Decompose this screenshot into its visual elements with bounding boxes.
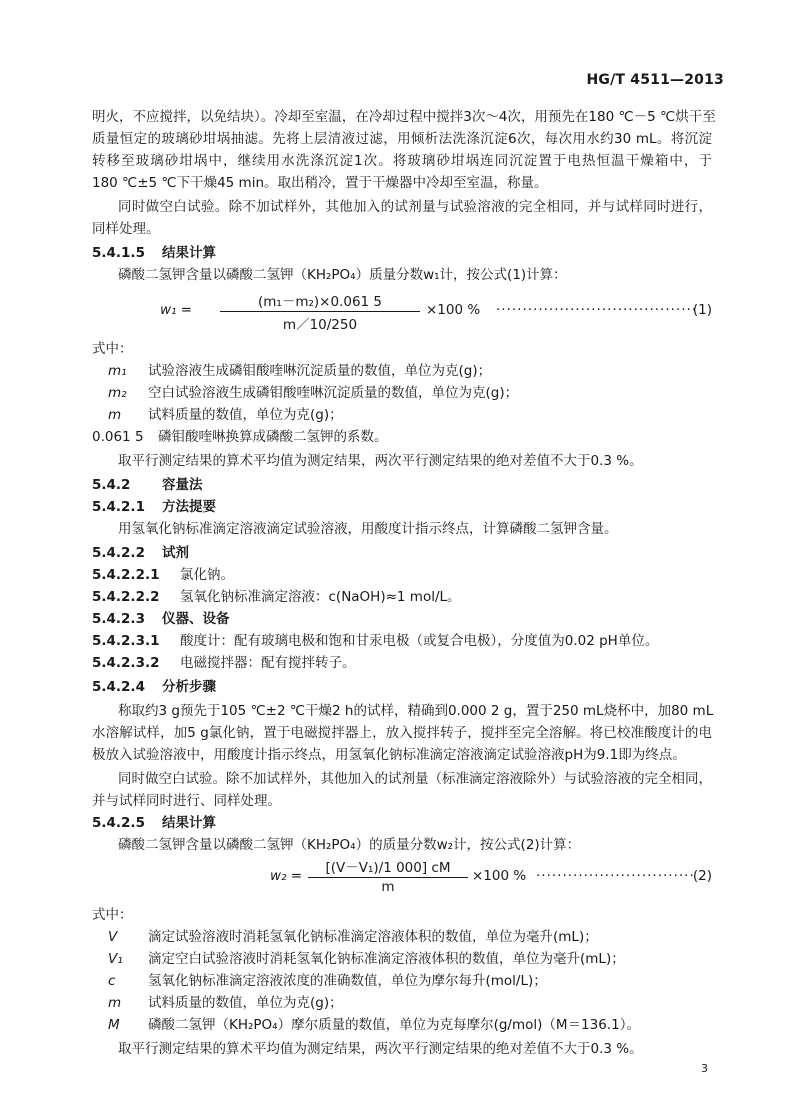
section-heading-5-4-2-3: 5.4.2.3 仪器、设备 (92, 611, 230, 627)
formula-multiplier: ×100 % (426, 302, 481, 318)
intro-line-2: 质量恒定的玻璃砂坩埚抽滤。先将上层清液过滤，用倾析法洗涤沉淀6次，每次用水约30 mL。将沉淀 (92, 131, 712, 147)
section-number: 5.4.1.5 (92, 245, 145, 261)
blank-test-line-2: 同样处理。 (92, 221, 160, 237)
definition-m2: m₂ 空白试验溶液生成磷钼酸喹啉沉淀质量的数值，单位为克(g)； (108, 385, 519, 401)
procedure-line-2: 水溶解试样，加5 g氯化钠，置于电磁搅拌器上，放入搅拌转子，搅拌至完全溶解。将已校准酸度计的电 (92, 725, 712, 741)
method-summary: 用氢氧化钠标准滴定溶液滴定试验溶液，用酸度计指示终点，计算磷酸二氢钾含量。 (118, 521, 618, 537)
result-statement-1: 取平行测定结果的算术平均值为测定结果，两次平行测定结果的绝对差值不大于0.3 %。 (118, 453, 643, 469)
formula-1 (160, 290, 712, 333)
formula-number: (1) (692, 302, 712, 318)
intro-line-1: 明火，不应搅拌，以免结块）。冷却至室温，在冷却过程中搅拌3次～4次，用预先在180 ℃－5 ℃烘干至 (92, 109, 716, 125)
definition-V1: V₁ 滴定空白试验溶液时消耗氢氧化钠标准滴定溶液体积的数值，单位为毫升(mL)； (108, 951, 625, 967)
procedure-blank-2: 并与试样同时进行、同样处理。 (92, 793, 281, 809)
intro-line-4: 180 ℃±5 ℃下干燥45 min。取出稍冷，置于干燥器中冷却至室温，称量。 (92, 175, 548, 191)
section-title: 结果计算 (162, 245, 216, 261)
section-heading-5-4-2-4: 5.4.2.4 分析步骤 (92, 679, 216, 695)
procedure-line-1: 称取约3 g预先于105 ℃±2 ℃干燥2 h的试样，精确到0.000 2 g，置于250 mL烧杯中，加80 mL (118, 703, 714, 719)
where-label-2: 式中： (92, 907, 133, 923)
intro-line-3: 转移至玻璃砂坩埚中，继续用水洗涤沉淀1次。将玻璃砂坩埚连同沉淀置于电热恒温干燥箱中，于 (92, 153, 712, 169)
formula-lhs: w₂ = (270, 868, 303, 884)
reagent-item-2: 5.4.2.2.2 氢氧化钠标准滴定溶液：c(NaOH)≈1 mol/L。 (92, 589, 461, 605)
formula-fraction (220, 290, 420, 333)
definition-m: m 试料质量的数值，单位为克(g)； (108, 407, 343, 423)
apparatus-item-1: 5.4.2.3.1 酸度计：配有玻璃电极和饱和甘汞电极（或复合电极），分度值为0.02 pH单位。 (92, 633, 659, 649)
definition-V: V 滴定试验溶液时消耗氢氧化钠标准滴定溶液体积的数值，单位为毫升(mL)； (108, 929, 598, 945)
fraction-bar (220, 311, 420, 312)
fraction-bar (308, 877, 468, 878)
formula-fraction (308, 856, 468, 895)
formula-denominator: m (381, 879, 395, 895)
blank-test-line-1: 同时做空白试验。除不加试样外，其他加入的试剂量与试验溶液的完全相同，并与试样同时进行， (118, 199, 712, 215)
reagent-item-1: 5.4.2.2.1 氯化钠。 (92, 567, 234, 583)
where-label: 式中： (92, 341, 133, 357)
definition-M: M 磷酸二氢钾（KH₂PO₄）摩尔质量的数值，单位为克每摩尔(g/mol)（M＝136.1）。 (108, 1017, 640, 1033)
leader-dots: ······································ (496, 302, 698, 318)
formula-numerator: [(V－V₁)/1 000] cM (325, 860, 451, 876)
section-heading-5-4-2-1: 5.4.2.1 方法提要 (92, 499, 216, 515)
section-heading-5-4-2: 5.4.2 容量法 (92, 477, 203, 493)
formula-numerator: (m₁－m₂)×0.061 5 (258, 294, 382, 310)
formula-2 (270, 856, 712, 896)
section-heading-5-4-1-5 (92, 244, 216, 262)
definition-coefficient: 0.061 5 磷钼酸喹啉换算成磷酸二氢钾的系数。 (92, 429, 388, 445)
section-heading-5-4-2-5: 5.4.2.5 结果计算 (92, 815, 216, 831)
apparatus-item-2: 5.4.2.3.2 电磁搅拌器：配有搅拌转子。 (92, 655, 356, 671)
formula-number: (2) (692, 868, 712, 884)
formula-lhs: w₁ = (160, 302, 193, 318)
section-heading-5-4-2-2: 5.4.2.2 试剂 (92, 545, 189, 561)
procedure-line-3: 极放入试验溶液中，用酸度计指示终点，用氢氧化钠标准滴定溶液滴定试验溶液pH为9.1即为终点。 (92, 747, 686, 763)
definition-m-2: m 试料质量的数值，单位为克(g)； (108, 995, 343, 1011)
definition-c: c 氢氧化钠标准滴定溶液浓度的准确数值，单位为摩尔每升(mol/L)； (108, 973, 547, 989)
standard-number: HG/T 4511—2013 (586, 72, 724, 88)
procedure-blank-1: 同时做空白试验。除不加试样外，其他加入的试剂量（标准滴定溶液除外）与试验溶液的完全相同， (118, 771, 712, 787)
formula-multiplier: ×100 % (472, 868, 527, 884)
page-number: 3 (701, 1062, 708, 1075)
result-statement-2: 取平行测定结果的算术平均值为测定结果，两次平行测定结果的绝对差值不大于0.3 %。 (118, 1041, 643, 1057)
leader-dots: ······························ (536, 868, 695, 884)
definition-m1: m₁ 试验溶液生成磷钼酸喹啉沉淀质量的数值，单位为克(g)； (108, 363, 492, 379)
calc-intro-2: 磷酸二氢钾含量以磷酸二氢钾（KH₂PO₄）的质量分数w₂计，按公式(2)计算： (118, 837, 581, 853)
calc-intro-1: 磷酸二氢钾含量以磷酸二氢钾（KH₂PO₄）质量分数w₁计，按公式(1)计算： (118, 267, 567, 283)
formula-denominator: m／10/250 (282, 317, 358, 333)
